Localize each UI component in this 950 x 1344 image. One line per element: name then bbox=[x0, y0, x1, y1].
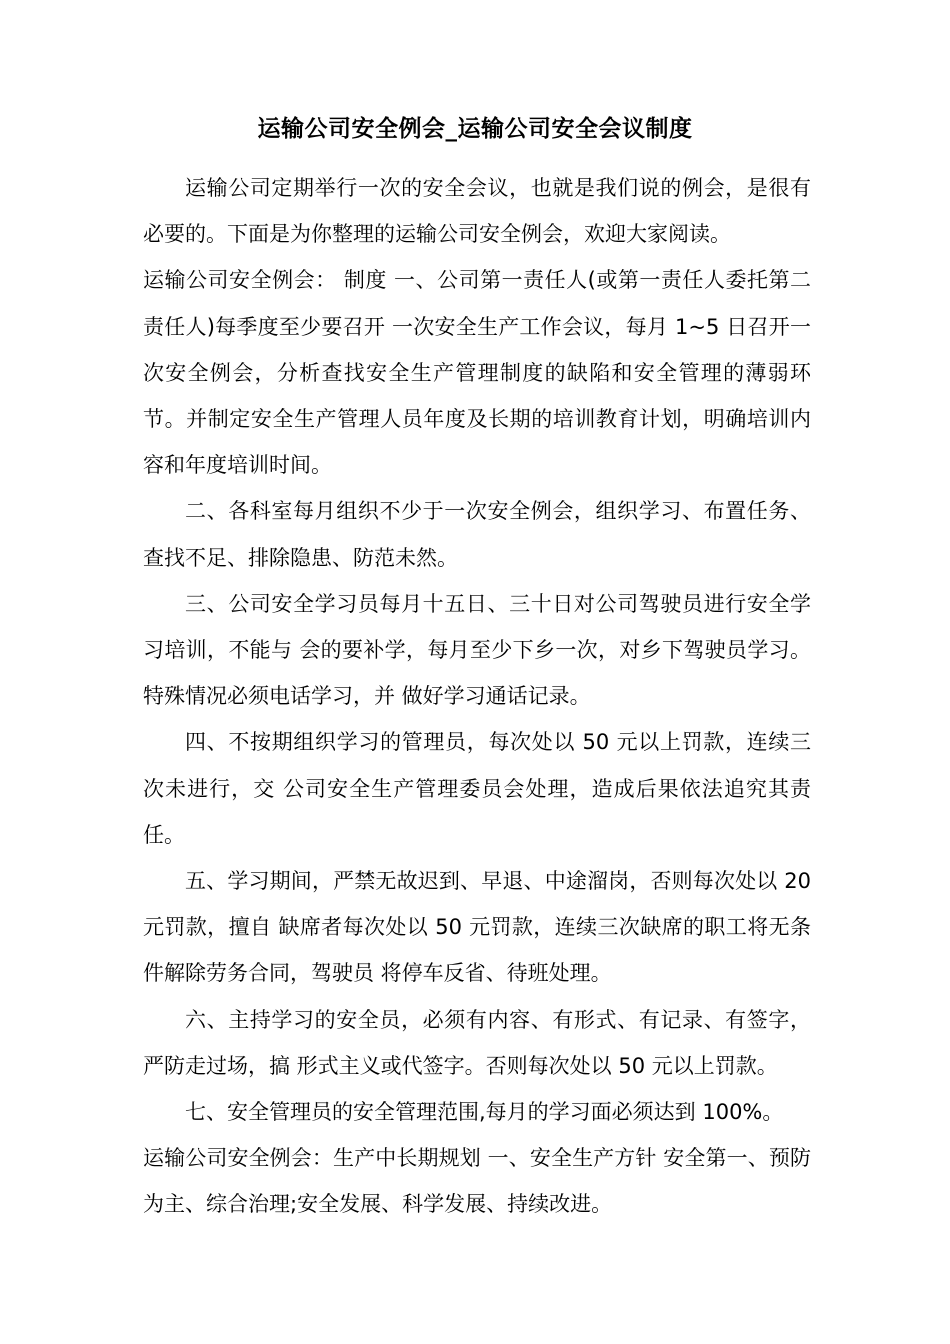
paragraph-regulation-7: 七、安全管理员的安全管理范围,每月的学习面必须达到 100%。 bbox=[185, 1100, 784, 1125]
paragraph-regulation-4: 四、不按期组织学习的管理员，每次处以 50 元以上罚款，连续三次未进行，交 公司安全生产管理委员会处理，造成后果依法追究其责任。 bbox=[143, 730, 811, 847]
paragraph-regulation-1: 运输公司安全例会： 制度 一、公司第一责任人(或第一责任人委托第二责任人)每季度至少要召开 一次安全生产工作会议，每月 1~5 日召开一次安全例会，分析查找安全生产管理制度的缺陷和安全管理的薄弱环节。并制定安全生产管理人员年度及长期的培训教育计划，明确培训内容和年度培训时间。 bbox=[143, 268, 811, 478]
paragraph-regulation-5: 五、学习期间，严禁无故迟到、早退、中途溜岗，否则每次处以 20 元罚款，擅自 缺席者每次处以 50 元罚款，连续三次缺席的职工将无条件解除劳务合同，驾驶员 将停车反省、待班处理。 bbox=[143, 869, 811, 986]
paragraph-intro: 运输公司定期举行一次的安全会议，也就是我们说的例会，是很有必要的。下面是为你整理的运输公司安全例会，欢迎大家阅读。 bbox=[143, 176, 811, 247]
paragraph-long-term-plan: 运输公司安全例会：生产中长期规划 一、安全生产方针 安全第一、预防为主、综合治理;安全发展、科学发展、持续改进。 bbox=[143, 1146, 811, 1217]
paragraph-regulation-6: 六、主持学习的安全员，必须有内容、有形式、有记录、有签字，严防走过场，搞 形式主义或代签字。否则每次处以 50 元以上罚款。 bbox=[143, 1007, 811, 1078]
paragraph-regulation-2: 二、各科室每月组织不少于一次安全例会，组织学习、布置任务、查找不足、排除隐患、防范未然。 bbox=[143, 499, 811, 570]
document-title: 运输公司安全例会_运输公司安全会议制度 bbox=[257, 116, 693, 142]
document-body bbox=[143, 165, 811, 1228]
paragraph-regulation-3: 三、公司安全学习员每月十五日、三十日对公司驾驶员进行安全学习培训，不能与 会的要补学，每月至少下乡一次，对乡下驾驶员学习。特殊情况必须电话学习，并 做好学习通话记录。 bbox=[143, 591, 811, 709]
